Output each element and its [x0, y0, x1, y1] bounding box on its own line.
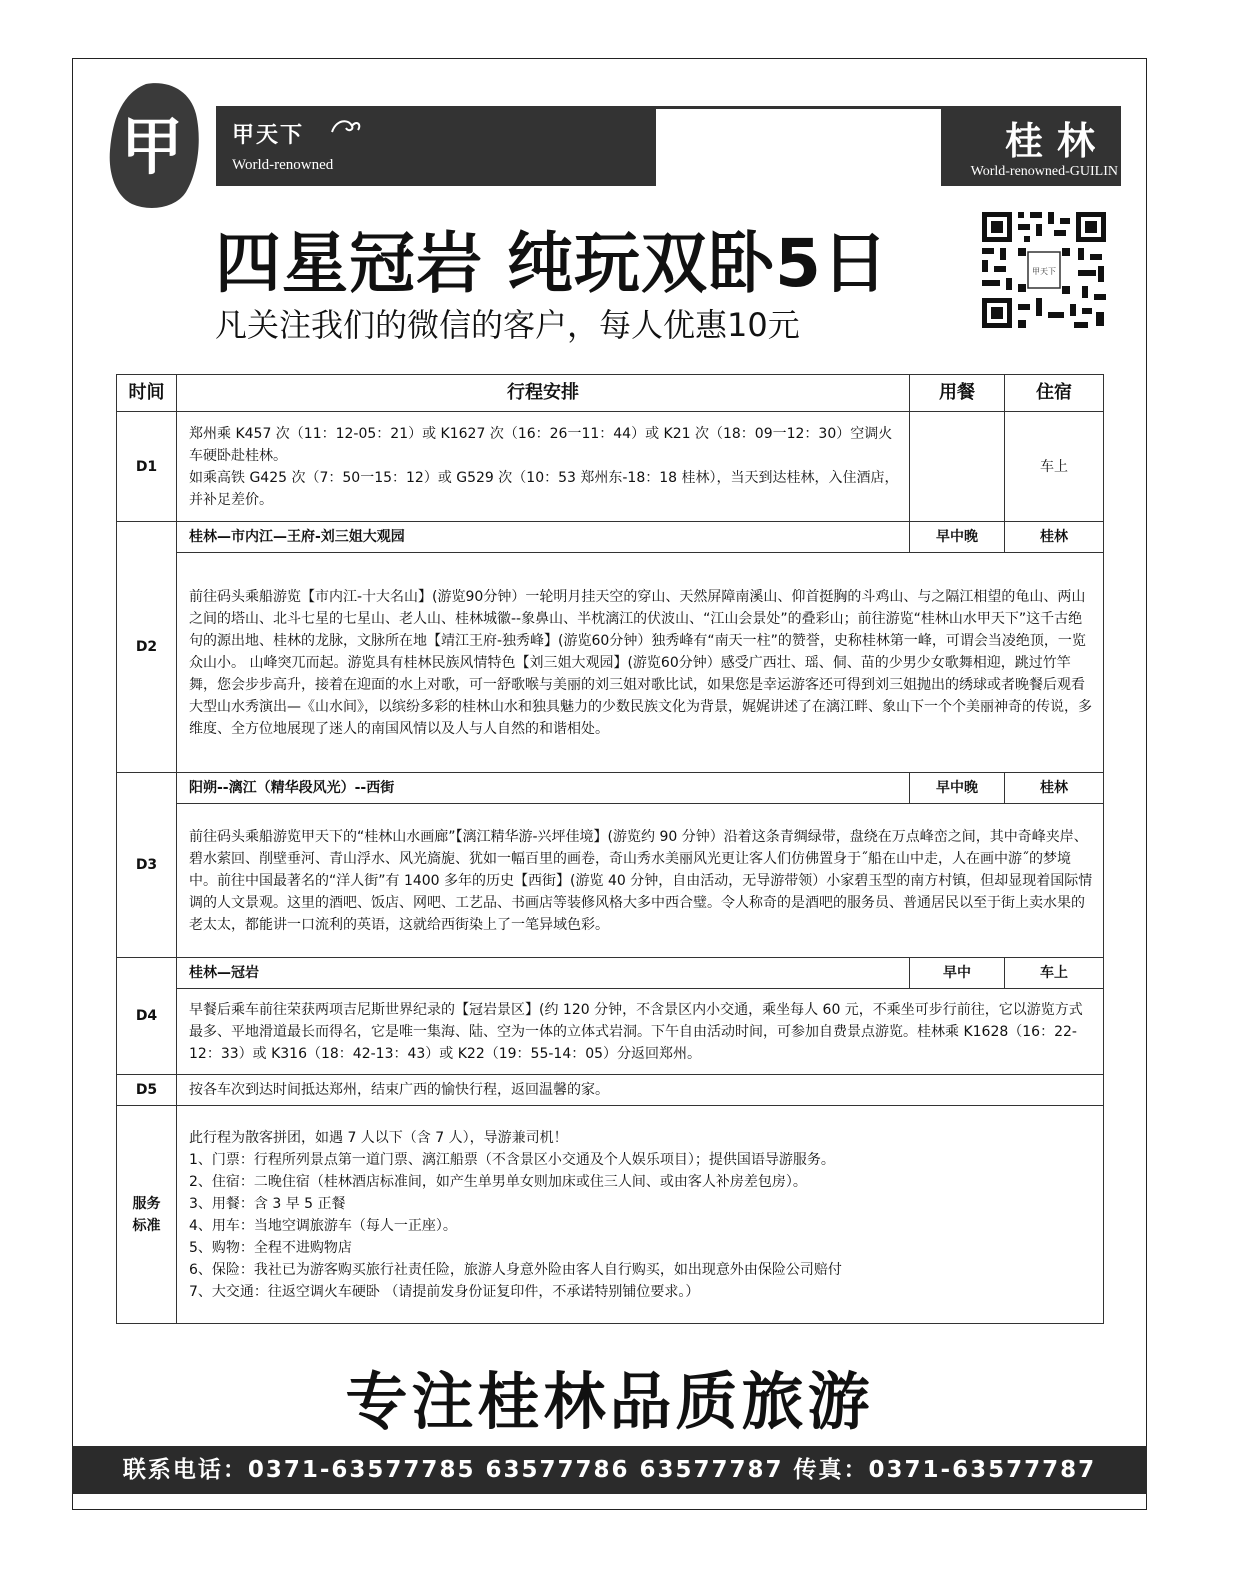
day-text: 前往码头乘船游览甲天下的“桂林山水画廊”【漓江精华游-兴坪佳境】(游览约 90 分钟）沿着这条青绸绿带，盘绕在万点峰峦之间，其中奇峰夹岸、碧水萦回、削壁垂河、青山浮水、风光旖旎、犹如一幅百里的画卷，奇山秀水美丽风光更让客人们仿佛置身于˝船在山中走，人在画中游˝的梦境中。前往中国最著名的“洋人街”有 1400 多年的历史【西街】(游览 40 分钟，自由活动，无导游带领）小家碧玉型的南方村镇，但却显现着国际情调的人文景观。这里的酒吧、饭店、网吧、工艺品、书画店等装修风格大多中西合璧。令人称奇的是酒吧的服务员、普通居民以至于街上卖水果的老太太，都能讲一口流利的英语，这就给西街染上了一笔异域色彩。 [177, 804, 1104, 958]
hotel-cell: 桂林 [1005, 773, 1104, 804]
service-list [177, 1106, 1104, 1324]
table-row [117, 412, 1104, 522]
route-title: 阳朔--漓江（精华段风光）--西街 [177, 773, 910, 804]
meals-cell: 早中 [910, 958, 1005, 989]
contact-bar: 联系电话：0371-63577785 63577786 63577787 传真：0371-63577787 [72, 1446, 1147, 1494]
hotel-cell: 车上 [1005, 958, 1104, 989]
hotel-cell: 桂林 [1005, 522, 1104, 553]
table-row [117, 1075, 1104, 1106]
logo-char: 甲 [120, 110, 184, 183]
service-item: 3、用餐：含 3 早 5 正餐 [189, 1195, 346, 1212]
cloud-swirl-icon [330, 116, 362, 138]
service-item: 5、购物：全程不进购物店 [189, 1239, 352, 1256]
day-label: D3 [117, 773, 177, 958]
header-hotel: 住宿 [1005, 375, 1104, 412]
city-name: 桂林 [1004, 118, 1109, 163]
table-row [117, 522, 1104, 553]
service-item: 1、门票：行程所列景点第一道门票、漓江船票（不含景区小交通及个人娱乐项目）；提供国语导游服务。 [189, 1151, 835, 1168]
table-row [117, 958, 1104, 989]
table-header-row [117, 375, 1104, 412]
header-itinerary: 行程安排 [177, 375, 910, 412]
service-item: 2、住宿：二晚住宿（桂林酒店标准间，如产生单男单女则加床或住三人间、或由客人补房差包房）。 [189, 1173, 807, 1190]
service-item: 此行程为散客拼团，如遇 7 人以下（含 7 人），导游兼司机！ [189, 1129, 568, 1146]
city-tagline: World-renowned-GUILIN [970, 164, 1118, 179]
brand-name: 甲天下 [232, 122, 305, 148]
qr-code-icon [978, 208, 1110, 332]
table-row [117, 553, 1104, 773]
route-title: 桂林—冠岩 [177, 958, 910, 989]
service-item: 7、大交通：往返空调火车硬卧 （请提前发身份证复印件，不承诺特别铺位要求。） [189, 1283, 700, 1300]
main-title: 四星冠岩 纯玩双卧5日 [215, 225, 889, 302]
itinerary-table [116, 374, 1104, 1324]
day-label: D2 [117, 522, 177, 773]
service-item: 6、保险：我社已为游客购买旅行社责任险，旅游人身意外险由客人自行购买，如出现意外由保险公司赔付 [189, 1261, 842, 1278]
header-meals: 用餐 [910, 375, 1005, 412]
day-label: D4 [117, 958, 177, 1075]
day-text-line: 如乘高铁 G425 次（7：50一15：12）或 G529 次（10：53 郑州东-18：18 桂林），当天到达桂林，入住酒店，并补足差价。 [189, 469, 899, 508]
meals-cell [910, 412, 1005, 522]
service-item: 4、用车：当地空调旅游车（每人一正座）。 [189, 1217, 457, 1234]
hotel-cell: 车上 [1005, 412, 1104, 522]
route-title: 桂林—市内江—王府-刘三姐大观园 [177, 522, 910, 553]
table-row [117, 773, 1104, 804]
table-row [117, 989, 1104, 1075]
logo-stone-icon [106, 80, 202, 212]
meals-cell: 早中晚 [910, 522, 1005, 553]
qr-label: 甲天下 [1032, 267, 1056, 276]
table-row [117, 804, 1104, 958]
meals-cell: 早中晚 [910, 773, 1005, 804]
day-text: 按各车次到达时间抵达郑州，结束广西的愉快行程，返回温馨的家。 [177, 1075, 1104, 1106]
day-text [177, 412, 910, 522]
day-label: D5 [117, 1075, 177, 1106]
slogan: 专注桂林品质旅游 [345, 1365, 874, 1438]
brand-tagline: World-renowned [232, 157, 334, 173]
header-time: 时间 [117, 375, 177, 412]
day-label: D1 [117, 412, 177, 522]
service-label [117, 1106, 177, 1324]
sub-title: 凡关注我们的微信的客户，每人优惠10元 [215, 306, 800, 344]
day-text: 早餐后乘车前往荣获两项吉尼斯世界纪录的【冠岩景区】(约 120 分钟，不含景区内小交通，乘坐每人 60 元，不乘坐可步行前往，它以游览方式最多、平地滑道最长而得名，它是唯一集海、陆、空为一体的立体式岩洞。下午自由活动时间，可参加自费景点游览。桂林乘 K1628（16：22-12：33）或 K316（18：42-13：43）或 K22（19：55-14：05）分返回郑州。 [177, 989, 1104, 1075]
service-label-bottom: 标准 [132, 1217, 161, 1234]
table-row [117, 1106, 1104, 1324]
service-label-top: 服务 [132, 1195, 161, 1212]
day-text: 前往码头乘船游览【市内江-十大名山】(游览90分钟）一轮明月挂天空的穿山、天然屏障南溪山、仰首挺胸的斗鸡山、与之隔江相望的龟山、两山之间的塔山、北斗七星的七星山、老人山、桂林城徽--象鼻山、半枕漓江的伏波山、“江山会景处”的叠彩山；前往游览“桂林山水甲天下”这千古绝句的源出地、桂林的龙脉，文脉所在地【靖江王府-独秀峰】(游览60分钟）独秀峰有“南天一柱”的赞誉，史称桂林第一峰，可谓会当凌绝顶，一览众山小。 山峰突兀而起。游览具有桂林民族风情特色【刘三姐大观园】(游览60分钟）感受广西壮、瑶、侗、苗的少男少女歌舞相迎，跳过竹竿舞，您会步步高升，接着在迎面的水上对歌，可一舒歌喉与美丽的刘三姐对歌比试，如果您是幸运游客还可得到刘三姐抛出的绣球或者晚餐后观看大型山水秀演出—《山水间》，以缤纷多彩的桂林山水和独具魅力的少数民族文化为背景，娓娓讲述了在漓江畔、象山下一个个美丽神奇的传说，多维度、全方位地展现了迷人的南国风情以及人与人自然的和谐相处。 [177, 553, 1104, 773]
day-text-line: 郑州乘 K457 次（11：12-05：21）或 K1627 次（16：26一11：44）或 K21 次（18：09一12：30）空调火车硬卧赴桂林。 [189, 425, 893, 464]
